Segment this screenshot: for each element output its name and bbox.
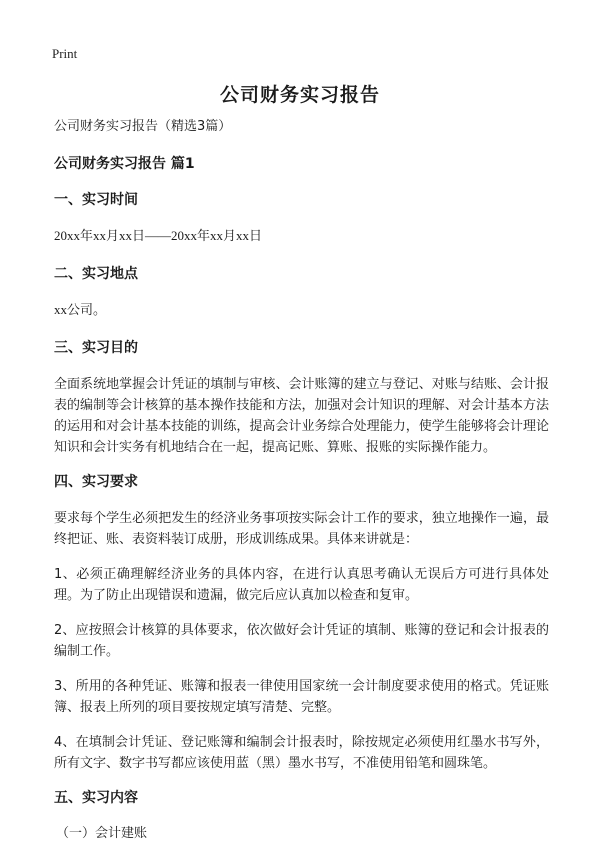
section-heading-content: 五、实习内容 [54, 790, 138, 806]
document-body [54, 118, 549, 844]
page-title: 公司财务实习报告 [219, 84, 380, 106]
section-heading-time: 一、实习时间 [54, 192, 138, 208]
purpose-paragraph: 全面系统地掌握会计凭证的填制与审核、会计账簿的建立与登记、对账与结账、会计报表的编制等会计核算的基本操作技能和方法，加强对会计知识的理解、对会计基本方法的运用和对会计基本技能的训练，提高会计业务综合处理能力，使学生能够将会计理论知识和会计实务有机地结合在一起，提高记账、算账、报账的实际操作能力。 [54, 377, 549, 455]
requirement-item: 4、在填制会计凭证、登记账簿和编制会计报表时，除按规定必须使用红墨水书写外，所有文字、数字书写都应该使用蓝（黑）墨水书写，不准使用铅笔和圆珠笔。 [54, 735, 549, 771]
requirement-item: 2、应按照会计核算的具体要求，依次做好会计凭证的填制、账簿的登记和会计报表的编制工作。 [54, 623, 549, 659]
document-subtitle: 公司财务实习报告（精选3篇） [54, 119, 232, 134]
requirement-item: 1、必须正确理解经济业务的具体内容，在进行认真思考确认无误后方可进行具体处理。为了防止出现错误和遗漏，做完后应认真加以检查和复审。 [54, 567, 549, 603]
section-heading-requirements: 四、实习要求 [54, 474, 138, 490]
requirements-intro-paragraph: 要求每个学生必须把发生的经济业务事项按实际会计工作的要求，独立地操作一遍，最终把证、账、表资料装订成册，形成训练成果。具体来讲就是： [54, 511, 549, 547]
internship-date-range: 20xx年xx月xx日——20xx年xx月xx日 [54, 228, 263, 243]
print-link[interactable]: Print [52, 46, 78, 61]
article-heading: 公司财务实习报告 篇1 [54, 156, 195, 172]
requirement-item: 3、所用的各种凭证、账簿和报表一律使用国家统一会计制度要求使用的格式。凭证账簿、报表上所列的项目要按规定填写清楚、完整。 [54, 679, 549, 715]
content-subitem: （一）会计建账 [56, 826, 148, 841]
section-heading-purpose: 三、实习目的 [54, 340, 138, 356]
section-heading-place: 二、实习地点 [54, 266, 138, 282]
internship-location: xx公司。 [54, 302, 107, 317]
